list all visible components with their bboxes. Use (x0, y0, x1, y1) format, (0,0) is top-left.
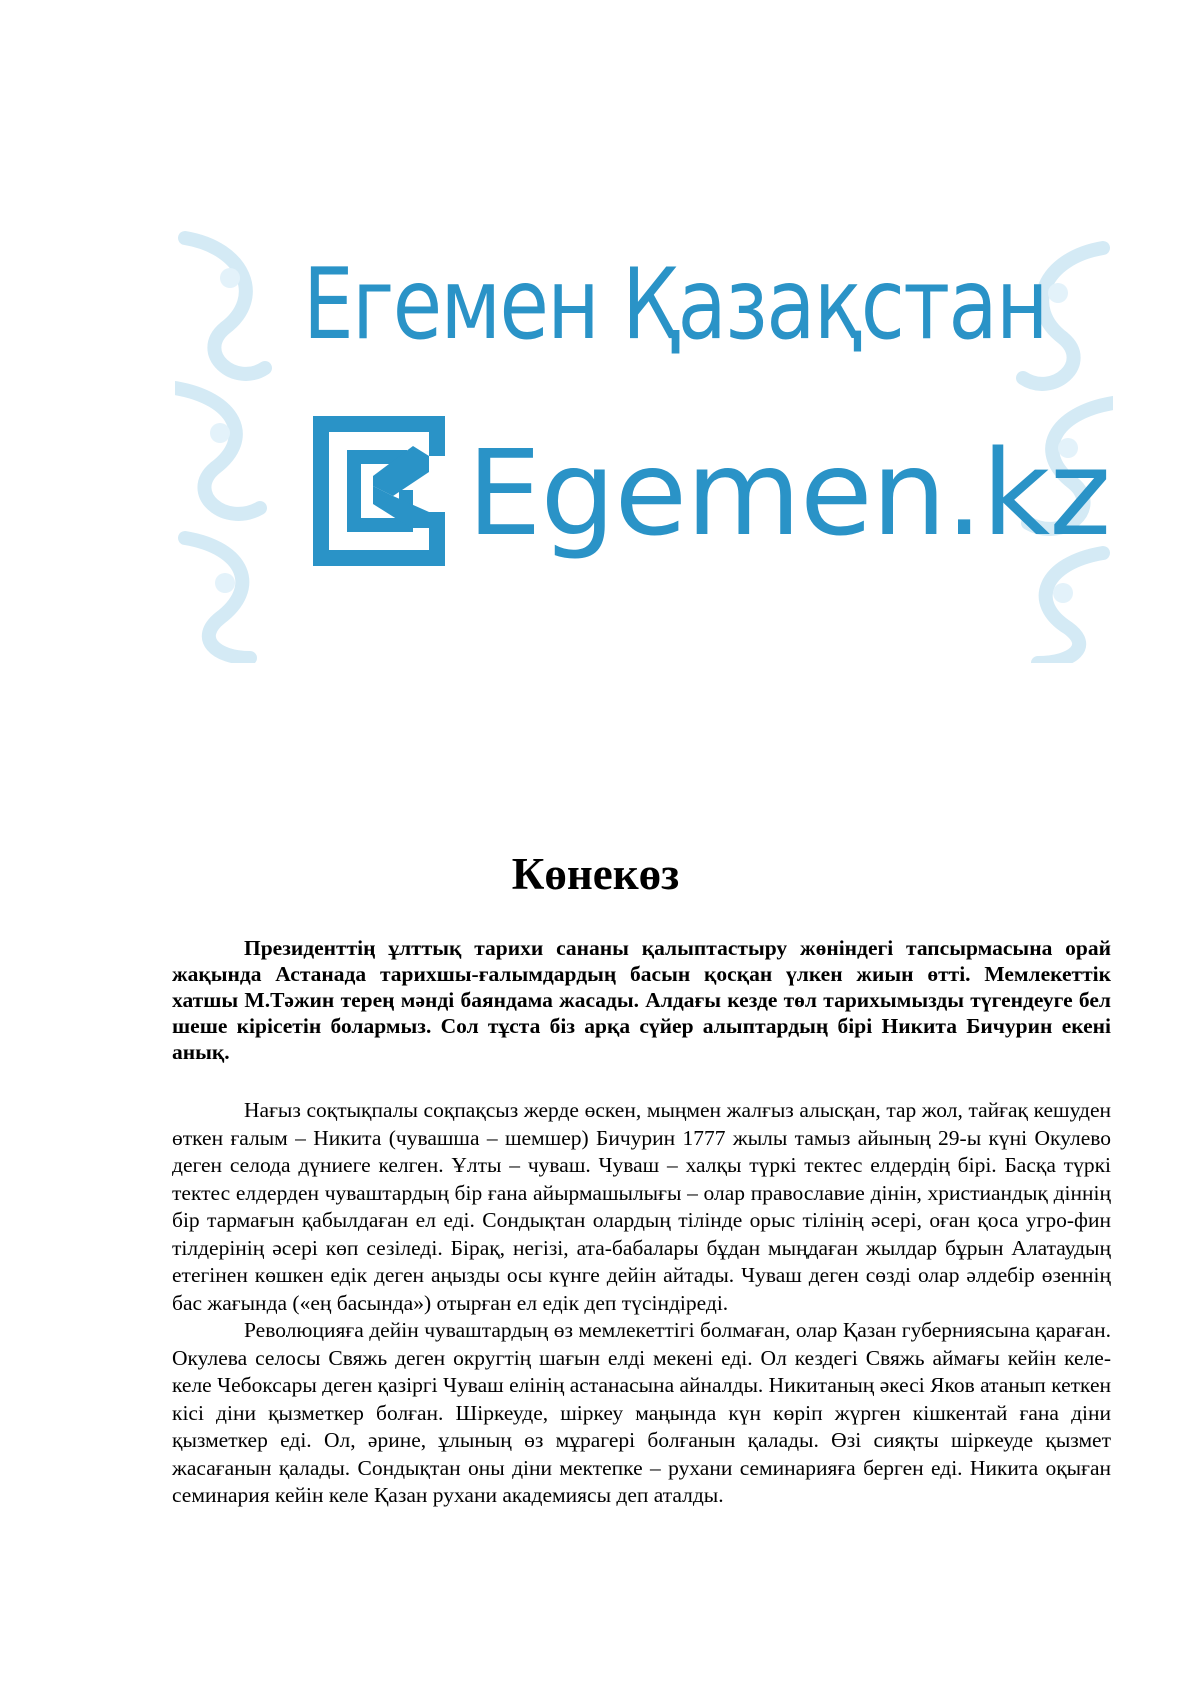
logo-domain: Egemen.kz (467, 424, 1111, 562)
article-lead: Президенттің ұлттық тарихи сананы қалыптастыру жөніндегі тапсырмасына орай жақында Астанада тарихшы-ғалымдардың басын қосқан үлкен жиын өтті. Мемлекеттік хатшы М.Тәжин терең мәнді баяндама жасады. Алдағы кезде төл тарихымызды түгендеуге бел шеше кірісетін болармыз. Сол тұста біз арқа сүйер алыптардың бірі Никита Бичурин екені анық. (172, 936, 1111, 1064)
article-title: Көнекөз (511, 849, 680, 899)
egemen-logo-mark-icon (313, 416, 445, 566)
logo-title: Егемен Қазақстан (303, 248, 1047, 362)
newspaper-logo-banner (175, 218, 1113, 663)
article-paragraph: Революцияға дейін чуваштардың өз мемлекеттігі болмаған, олар Қазан губерниясына қараған. Окулева селосы Свяжь деген округтің шағын елді мекені еді. Ол кездегі Свяжь аймағы кейін келе-келе Чебоксары деген қазіргі Чуваш елінің астанасына айналды. Никитаның әкесі Яков атанып кеткен кісі діни қызметкер болған. Шіркеуде, шіркеу маңында күн көріп жүрген кішкентай ғана діни қызметкер еді. Ол, әрине, ұлының өз мұрагері болғанын қалады. Өзі сияқты шіркеуде қызмет жасағанын қалады. Сондықтан оны діни мектепке – рухани семинарияға берген еді. Никита оқыған семинария кейін келе Қазан рухани академиясы деп аталды. (172, 1318, 1111, 1507)
article-body (172, 1097, 1111, 1510)
left-ornament-icon (175, 218, 285, 663)
article-paragraph: Нағыз соқтықпалы соқпақсыз жерде өскен, мыңмен жалғыз алысқан, тар жол, тайғақ кешуден өткен ғалым – Никита (чувашша – шемшер) Бичурин 1777 жылы тамыз айының 29-ы күні Окулево деген селода дүниеге келген. Ұлты – чуваш. Чуваш – халқы түркі тектес елдердің бірі. Басқа түркі тектес елдерден чуваштардың бір ғана айырмашылығы – олар православие дінін, христиандық діннің бір тармағын қабылдаған ел еді. Сондықтан олардың тілінде орыс тілінің әсері, оған қоса угро-фин тілдерінің әсері көп сезіледі. Бірақ, негізі, ата-бабалары бұдан мыңдаған жылдар бұрын Алатаудың етегінен көшкен едік деген аңызды осы күнге дейін айтады. Чуваш деген сөзді олар әлдебір өзеннің бас жағында («ең басында») отырған ел едік деп түсіндіреді. (172, 1098, 1111, 1315)
